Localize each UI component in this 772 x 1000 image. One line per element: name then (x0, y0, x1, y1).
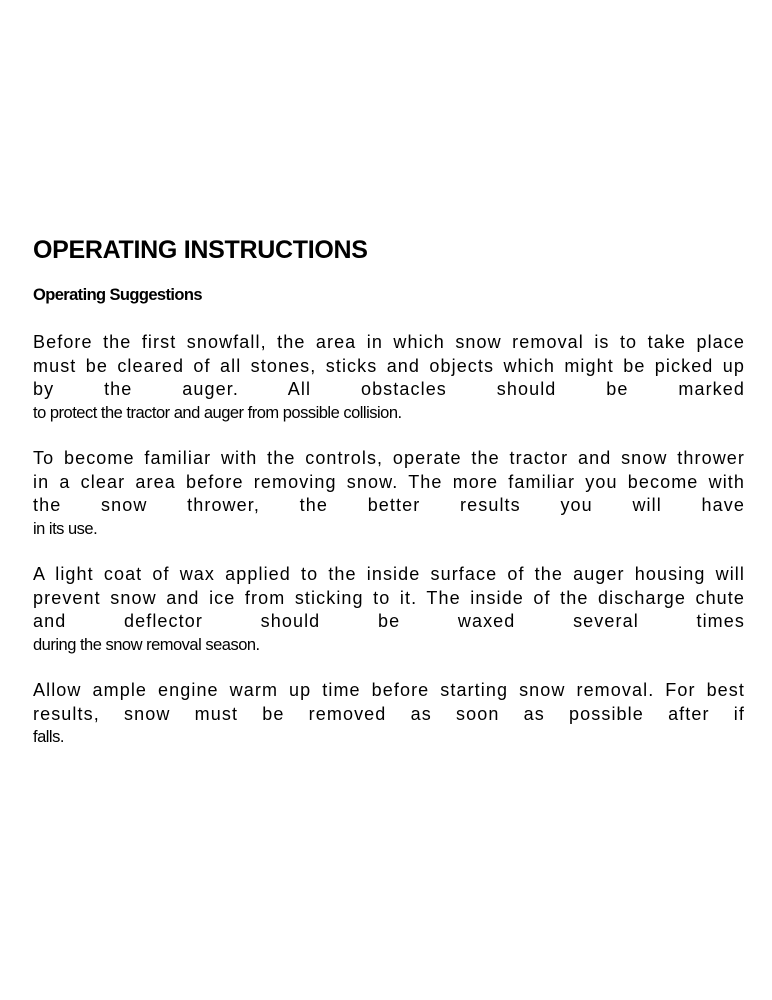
page-title: OPERATING INSTRUCTIONS (33, 236, 368, 264)
paragraph-last-line: in its use. (33, 519, 98, 538)
paragraph-body: Allow ample engine warm up time before starting snow removal. For best results, snow must be removed as soon as possible after if (33, 680, 745, 724)
document-page (33, 233, 745, 750)
paragraph-body: A light coat of wax applied to the inside surface of the auger housing will prevent snow and ice from sticking to it. The inside of the discharge chute and deflector should be waxed several times (33, 564, 745, 631)
paragraph-wax-coat (33, 563, 745, 657)
paragraph-engine-warmup (33, 679, 745, 750)
paragraph-last-line: during the snow removal season. (33, 635, 260, 654)
paragraph-body: Before the first snowfall, the area in which snow removal is to take place must be cleared of all stones, sticks and objects which might be picked up by the auger. All obstacles should be marked (33, 332, 745, 399)
paragraph-familiarize-controls (33, 447, 745, 541)
paragraph-body: To become familiar with the controls, operate the tractor and snow thrower in a clear area before removing snow. The more familiar you become with the snow thrower, the better results you will have (33, 448, 745, 515)
paragraph-last-line: to protect the tractor and auger from possible collision. (33, 403, 402, 422)
paragraph-last-line: falls. (33, 728, 64, 746)
section-subtitle: Operating Suggestions (33, 286, 202, 304)
paragraph-clear-area (33, 331, 745, 425)
